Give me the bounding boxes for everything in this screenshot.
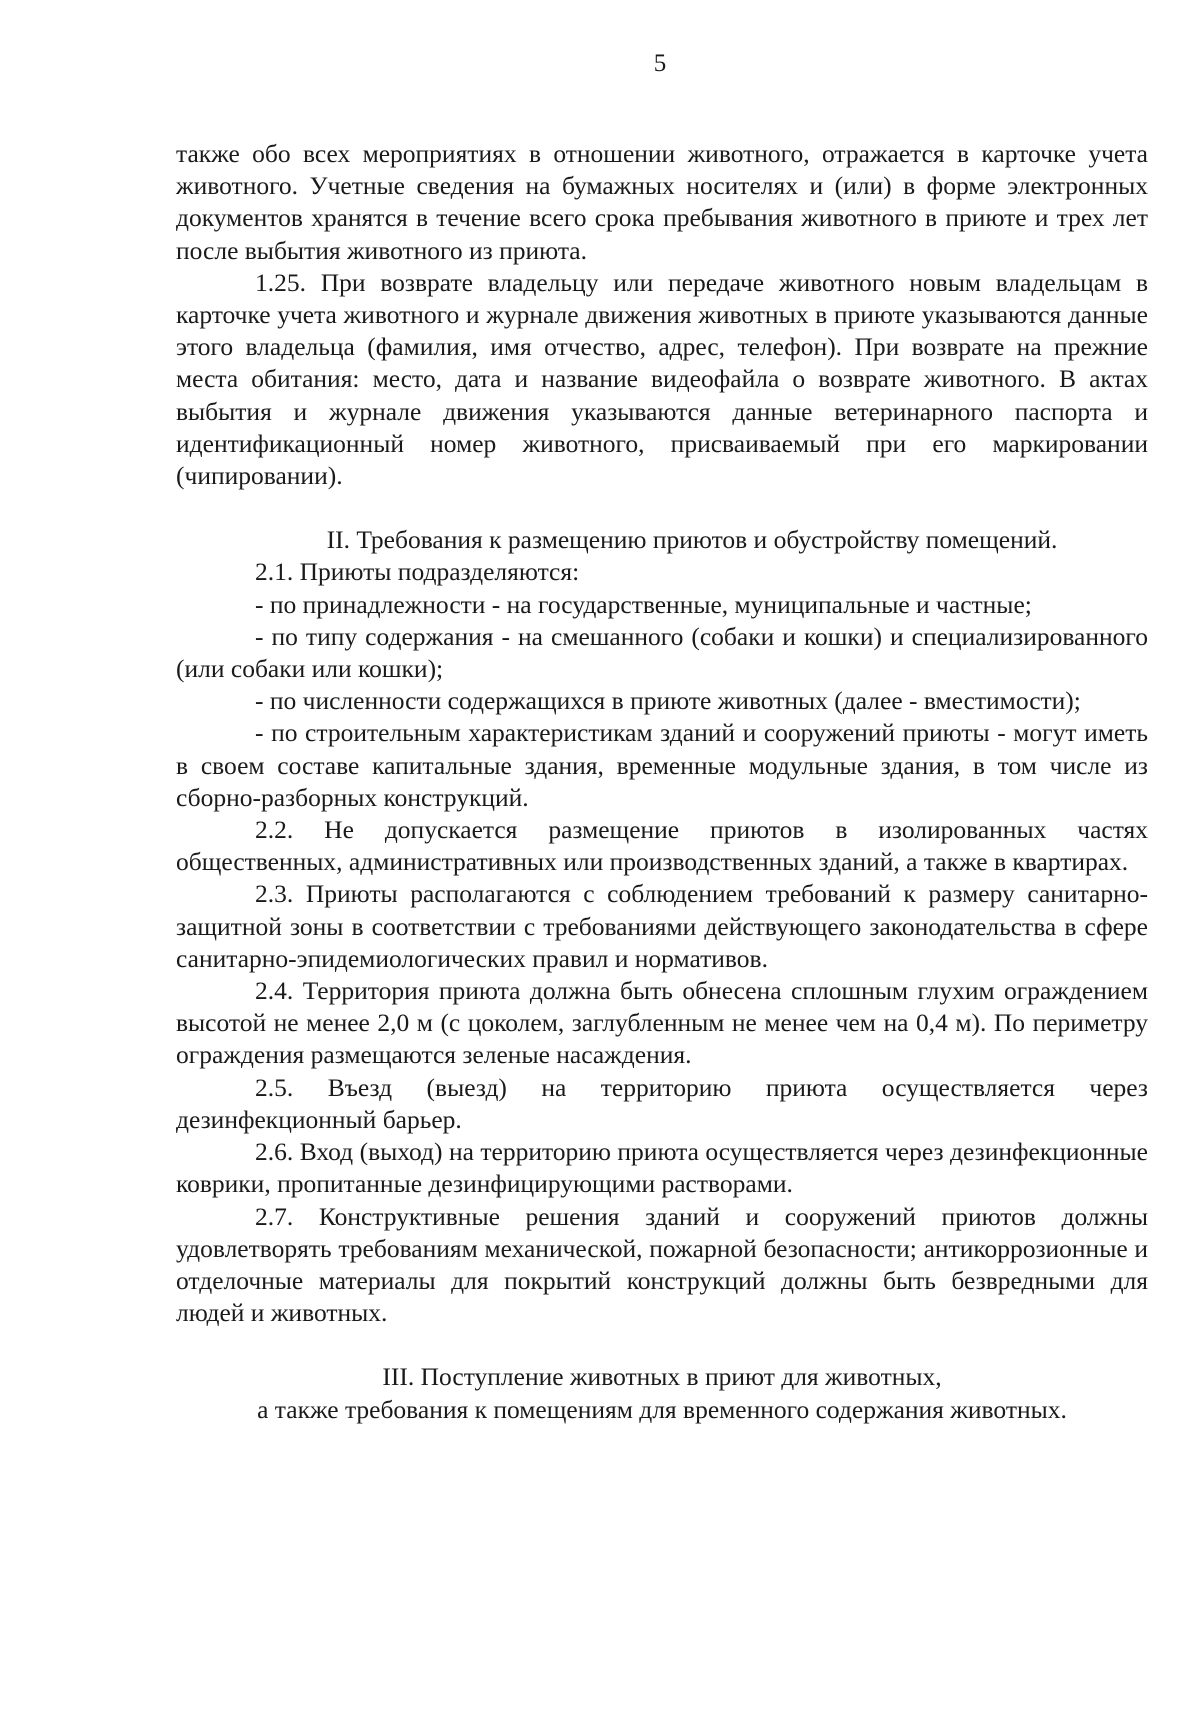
list-item-construction: - по строительным характеристикам зданий и сооружений приюты - могут иметь в своем составе капитальные здания, временные модульные здания, в том числе из сборно-разборных конструкций.	[176, 718, 1148, 812]
paragraph-continuation: также обо всех мероприятиях в отношении животного, отражается в карточке учета животного. Учетные сведения на бумажных носителях и (или) в форме электронных документов хранятся в течение всего срока пребывания животного в приюте и трех лет после выбытия животного из приюта.	[176, 139, 1148, 265]
paragraph-1-25: 1.25. При возврате владельцу или передаче животного новым владельцам в карточке учета животного и журнале движения животных в приюте указываются данные этого владельца (фамилия, имя отчество, адрес, телефон). При возврате на прежние места обитания: место, дата и название видеофайла о возврате животного. В актах выбытия и журнале движения указываются данные ветеринарного паспорта и идентификационный номер животного, присваиваемый при его маркировании (чипировании).	[176, 267, 1148, 491]
section-heading-3-line-2: а также требования к помещениям для временного содержания животных.	[257, 1394, 1067, 1424]
document-body	[176, 138, 1148, 1426]
paragraph-2-7: 2.7. Конструктивные решения зданий и сооружений приютов должны удовлетворять требованиям механической, пожарной безопасности; антикоррозионные и отделочные материалы для покрытий конструкций должны быть безвредными для людей и животных.	[176, 1201, 1148, 1328]
section-heading-2: II. Требования к размещению приютов и обустройству помещений.	[326, 525, 1058, 555]
section-spacer	[176, 1329, 1148, 1361]
paragraph-2-2: 2.2. Не допускается размещение приютов в изолированных частях общественных, административных или производственных зданий, а также в квартирах.	[176, 815, 1148, 877]
section-spacer	[176, 492, 1148, 524]
page-number: 5	[653, 50, 667, 77]
list-item-content-type: - по типу содержания - на смешанного (собаки и кошки) и специализированного (или собаки или кошки);	[176, 621, 1148, 684]
list-item-ownership: - по принадлежности - на государственные, муниципальные и частные;	[255, 589, 1032, 619]
paragraph-2-6: 2.6. Вход (выход) на территорию приюта осуществляется через дезинфекционные коврики, пропитанные дезинфицирующими растворами.	[176, 1137, 1148, 1199]
paragraph-2-4: 2.4. Территория приюта должна быть обнесена сплошным глухим ограждением высотой не менее 2,0 м (с цоколем, заглубленным не менее чем на 0,4 м). По периметру ограждения размещаются зеленые насаждения.	[176, 976, 1148, 1070]
list-item-capacity: - по численности содержащихся в приюте животных (далее - вместимости);	[255, 686, 1081, 716]
section-heading-3-line-1: III. Поступление животных в приют для животных,	[382, 1362, 942, 1392]
paragraph-2-1: 2.1. Приюты подразделяются:	[255, 557, 580, 587]
paragraph-2-3: 2.3. Приюты располагаются с соблюдением требований к размеру санитарно-защитной зоны в соответствии с требованиями действующего законодательства в сфере санитарно-эпидемиологических правил и нормативов.	[176, 879, 1148, 973]
paragraph-2-5: 2.5. Въезд (выезд) на территорию приюта осуществляется через дезинфекционный барьер.	[176, 1072, 1148, 1134]
